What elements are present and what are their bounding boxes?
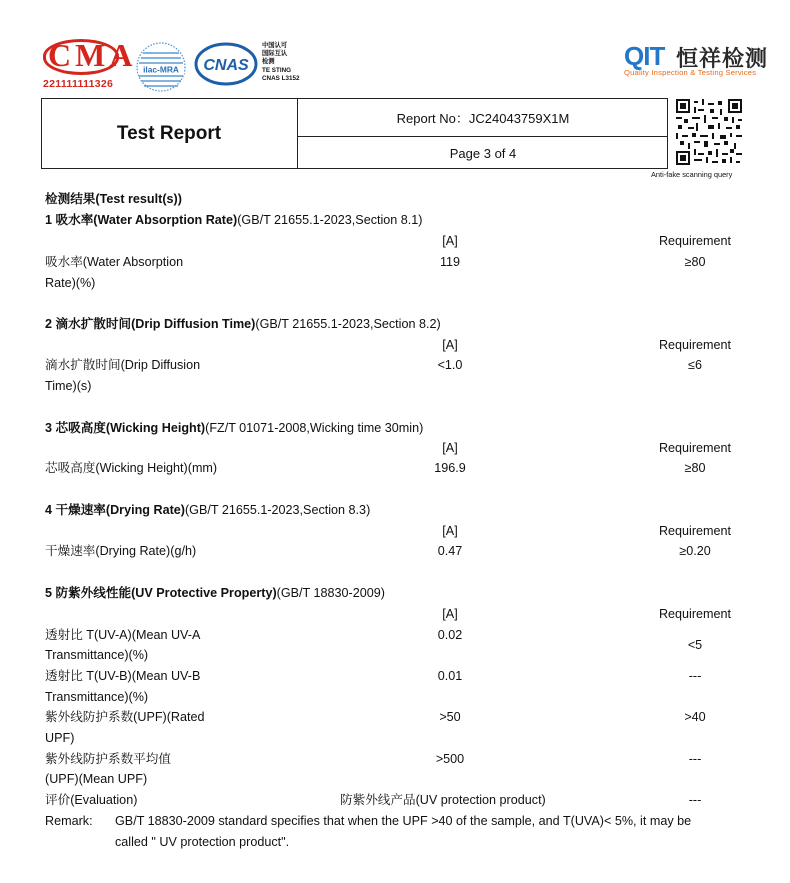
remark-line: GB/T 18830-2009 standard specifies that when the UPF >40 of the sample, and T(UVA)< 5%, it may be [115, 814, 692, 828]
row-label [45, 254, 183, 270]
test-heading [45, 585, 385, 601]
evaluation-value-cn: 防紫外线产品 [340, 792, 416, 807]
row-requirement: <5 [687, 638, 703, 652]
col-header-sample: [A] [442, 441, 458, 455]
cnas-line: CNAS L3152 [262, 74, 300, 82]
row-label-cont: Transmittance)(%) [45, 648, 149, 662]
test-standard: (GB/T 21655.1-2023,Section 8.1) [237, 213, 423, 227]
row-label-cn: 透射比 [45, 627, 83, 642]
row-requirement: ≥80 [684, 255, 706, 269]
test-title-en: (UV Protective Property) [131, 586, 277, 600]
row-label-cn: 透射比 [45, 668, 83, 683]
brand-logo: QIT [624, 41, 665, 71]
row-label-cn: 紫外线防护系数平均值 [45, 751, 171, 766]
test-title-cn: 5 防紫外线性能 [45, 586, 132, 600]
evaluation-requirement: --- [688, 793, 702, 807]
row-label-cn: 紫外线防护系数 [45, 709, 134, 724]
row-label-en: T(UV-A)(Mean UV-A [82, 628, 201, 642]
test-title-cn: 4 干燥速率 [45, 503, 106, 517]
col-header-requirement: Requirement [658, 524, 732, 538]
cnas-line: 中国认可 [262, 42, 288, 49]
remark-line: called " UV protection product". [115, 835, 290, 849]
row-requirement: --- [688, 669, 702, 683]
row-value: >500 [435, 752, 465, 766]
test-title-en: (Drip Diffusion Time) [131, 317, 256, 331]
col-header-requirement: Requirement [658, 338, 732, 352]
cma-number: 221111111326 [43, 78, 114, 90]
ilac-mra-logo [135, 41, 187, 93]
col-header-requirement: Requirement [658, 234, 732, 248]
col-header-requirement: Requirement [658, 441, 732, 455]
remark-label: Remark: [45, 814, 93, 828]
test-standard: (FZ/T 01071-2008,Wicking time 30min) [205, 421, 424, 435]
brand-subtitle: Quality Inspection & Testing Services [624, 68, 757, 77]
col-header-sample: [A] [442, 524, 458, 538]
row-value: <1.0 [437, 358, 463, 372]
row-label-cn: 滴水扩散时间 [45, 357, 121, 372]
evaluation-value [340, 792, 546, 808]
cnas-line: TE STING [262, 66, 292, 74]
evaluation-label [45, 792, 137, 808]
row-label-cn: 芯吸高度 [45, 460, 96, 475]
row-label [45, 543, 196, 559]
test-title-cn: 1 吸水率 [45, 213, 94, 227]
row-label [45, 751, 171, 767]
row-requirement: >40 [684, 710, 706, 724]
row-value: 0.01 [437, 669, 463, 683]
row-label [45, 357, 200, 373]
row-label [45, 709, 205, 725]
evaluation-value-en: (UV protection product) [415, 793, 546, 807]
row-label [45, 627, 200, 643]
cma-logo: CMA [48, 37, 137, 73]
row-label-cn: 吸水率 [45, 254, 83, 269]
ilac-label: ilac-MRA [143, 64, 179, 75]
row-value: 0.02 [437, 628, 463, 642]
test-heading [45, 502, 370, 518]
row-label-en: (Drying Rate)(g/h) [95, 544, 197, 558]
page-number: Page 3 of 4 [449, 145, 517, 161]
test-heading [45, 212, 423, 228]
row-label-cont: Transmittance)(%) [45, 690, 149, 704]
row-label-en: T(UV-B)(Mean UV-B [82, 669, 201, 683]
col-header-sample: [A] [442, 607, 458, 621]
cnas-text-block [262, 42, 299, 83]
test-title-en: (Water Absorption Rate) [93, 213, 238, 227]
row-label [45, 460, 217, 476]
cnas-line: 国际互认 [262, 50, 288, 58]
evaluation-label-en: (Evaluation) [70, 793, 138, 807]
cnas-line: 检测 [262, 58, 275, 66]
row-requirement: ≥80 [684, 461, 706, 475]
test-heading [45, 420, 423, 436]
row-label-cn: 干燥速率 [45, 543, 96, 558]
row-value: >50 [439, 710, 461, 724]
row-label [45, 668, 200, 684]
report-title: Test Report [116, 122, 222, 144]
test-title-en: (Drying Rate) [105, 503, 185, 517]
row-label-en: (UPF)(Rated [133, 710, 205, 724]
test-title-cn: 3 芯吸高度 [45, 421, 106, 435]
brand-name: 恒祥检测 [676, 47, 769, 72]
row-label-cont: Time)(s) [45, 379, 92, 393]
col-header-sample: [A] [442, 234, 458, 248]
cnas-logo [194, 42, 258, 86]
row-label-en: (Drip Diffusion [120, 358, 201, 372]
row-label-en: (Wicking Height)(mm) [95, 461, 218, 475]
qr-code[interactable] [676, 99, 742, 165]
qr-caption: Anti-fake scanning query [651, 170, 733, 179]
row-label-cont: UPF) [45, 731, 75, 745]
row-value: 0.47 [437, 544, 463, 558]
row-requirement: ≥0.20 [679, 544, 711, 558]
row-value: 119 [439, 255, 461, 269]
col-header-sample: [A] [442, 338, 458, 352]
cnas-label: CNAS [203, 57, 249, 74]
test-standard: (GB/T 21655.1-2023,Section 8.3) [184, 503, 371, 517]
row-label-cont: Rate)(%) [45, 276, 96, 290]
section-heading: 检测结果(Test result(s)) [45, 192, 182, 206]
test-heading [45, 316, 441, 332]
test-title-cn: 2 滴水扩散时间 [45, 317, 132, 331]
test-standard: (GB/T 21655.1-2023,Section 8.2) [255, 317, 441, 331]
row-label-cont: (UPF)(Mean UPF) [45, 772, 148, 786]
report-number: Report No：JC24043759X1M [396, 110, 570, 126]
test-standard: (GB/T 18830-2009) [276, 586, 385, 600]
evaluation-label-cn: 评价 [45, 792, 71, 807]
col-header-requirement: Requirement [658, 607, 732, 621]
row-label-en: (Water Absorption [82, 255, 184, 269]
test-title-en: (Wicking Height) [105, 421, 206, 435]
row-requirement: --- [688, 752, 702, 766]
row-requirement: ≤6 [688, 358, 702, 372]
row-value: 196.9 [434, 461, 466, 475]
